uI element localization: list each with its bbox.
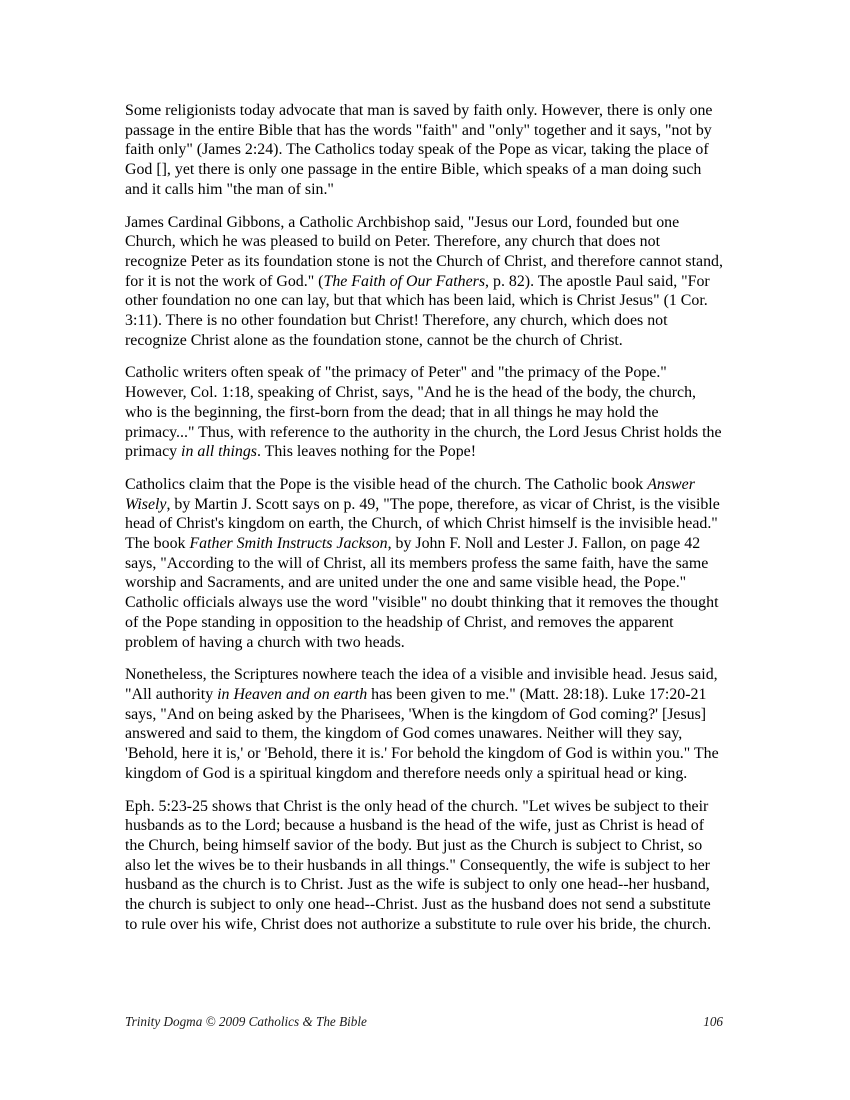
page-body xyxy=(125,101,725,947)
italic-text: Answer Wisely xyxy=(125,475,695,513)
text-run: Eph. 5:23-25 shows that Christ is the only head of the church. "Let wives be subject to their husbands as to the Lord; because a husband is the head of the wife, just as Christ is head of the Church, being himself savior of the body. But just as the Church is subject to Christ, so also let the wives be to their husbands in all things." Consequently, the wife is subject to her husband as the church is to Christ. Just as the wife is subject to only one head--her husband, the church is subject to only one head--Christ. Just as the husband does not send a substitute to rule over his wife, Christ does not authorize a substitute to rule over his bride, the church. xyxy=(125,797,712,933)
paragraph xyxy=(125,665,725,783)
italic-text: Father Smith Instructs Jackson xyxy=(189,535,388,553)
paragraph xyxy=(125,475,725,652)
italic-text: The Faith of Our Fathers xyxy=(323,272,486,290)
text-run: , by John F. Noll and Lester J. Fallon, on page 42 says, "According to the will of Christ, all its members profess the same faith, have the same worship and Sacraments, and are united under the one and same visible head, the Pope." Catholic officials always use the word "visible" no doubt thinking that it removes the thought of the Pope standing in opposition to the headship of Christ, and removes the apparent problem of having a church with two heads. xyxy=(125,535,719,651)
text-run: Nonetheless, the Scriptures nowhere teach the idea of a visible and invisible head. Jesus said, "All authority xyxy=(125,666,718,703)
text-run: , p. 82). The apostle Paul said, "For other foundation no one can lay, but that which has been laid, which is Christ Jesus" (1 Cor. 3:11). There is no other foundation but Christ! Therefore, any church, which does not recognize Christ alone as the foundation stone, cannot be the church of Christ. xyxy=(125,272,710,349)
paragraph xyxy=(125,363,725,462)
footer-title: Trinity Dogma © 2009 Catholics & The Bible xyxy=(125,1014,367,1029)
text-run: James Cardinal Gibbons, a Catholic Archbishop said, "Jesus our Lord, founded but one Church, which he was pleased to build on Peter. Therefore, any church that does not recognize Peter as its foundation stone is not the Church of Christ, and therefore cannot stand, for it is not the work of God." ( xyxy=(125,213,723,290)
text-run: Some religionists today advocate that man is saved by faith only. However, there is only one passage in the entire Bible that has the words "faith" and "only" together and it says, "not by faith only" (James 2:24). The Catholics today speak of the Pope as vicar, taking the place of God [], yet there is only one passage in the entire Bible, which speaks of a man doing such and it calls him "the man of sin." xyxy=(125,102,713,198)
page-number: 106 xyxy=(703,1014,723,1029)
text-run: , by Martin J. Scott says on p. 49, "The pope, therefore, as vicar of Christ, is the visible head of Christ's kingdom on earth, the Church, of which Christ himself is the invisible head." The book xyxy=(125,495,720,553)
paragraph xyxy=(125,797,725,935)
text-run: has been given to me." (Matt. 28:18). Luke 17:20-21 says, "And on being asked by the Pharisees, 'When is the kingdom of God coming?' [Jesus] answered and said to them, the kingdom of God comes unawares. Neither will they say, 'Behold, here it is,' or 'Behold, there it is.' For behold the kingdom of God is within you." The kingdom of God is a spiritual kingdom and therefore needs only a spiritual head or king. xyxy=(125,685,719,782)
italic-text: in Heaven and on earth xyxy=(217,685,368,703)
paragraph xyxy=(125,101,725,200)
text-run: Catholics claim that the Pope is the visible head of the church. The Catholic book xyxy=(125,475,648,493)
paragraph xyxy=(125,213,725,351)
text-run: Catholic writers often speak of "the primacy of Peter" and "the primacy of the Pope." However, Col. 1:18, speaking of Christ, says, "And he is the head of the body, the church, who is the beginning, the first-born from the dead; that in all things he may hold the primacy..." Thus, with reference to the authority in the church, the Lord Jesus Christ holds the primacy xyxy=(125,364,722,461)
italic-text: in all things xyxy=(181,443,257,461)
text-run: . This leaves nothing for the Pope! xyxy=(256,443,477,461)
